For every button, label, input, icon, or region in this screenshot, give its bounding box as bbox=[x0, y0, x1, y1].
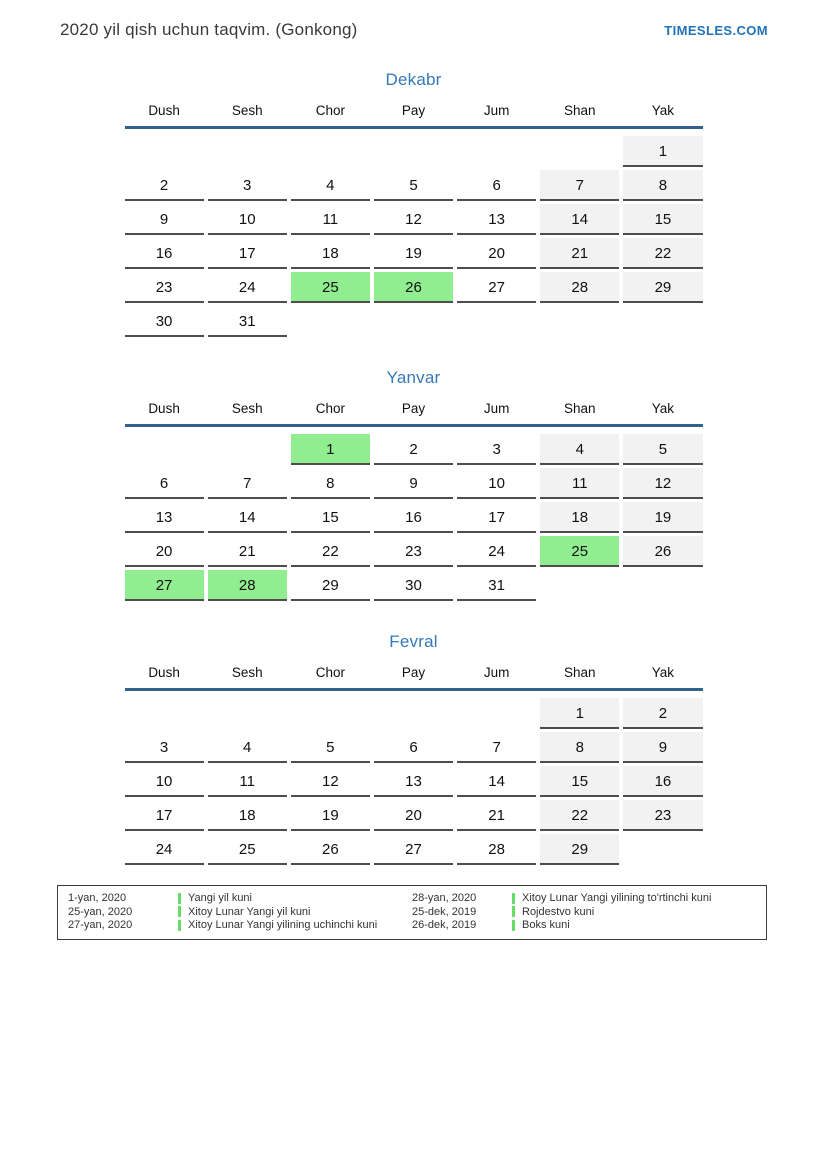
legend-label: Rojdestvo kuni bbox=[522, 905, 595, 918]
week-row bbox=[125, 536, 703, 570]
week-row bbox=[125, 434, 703, 468]
week-row bbox=[125, 570, 703, 604]
day-cell: 17 bbox=[457, 502, 536, 533]
day-cell: 9 bbox=[125, 204, 204, 235]
day-cell: 19 bbox=[291, 800, 370, 831]
weekday-header-row bbox=[125, 103, 703, 126]
day-cell: 30 bbox=[125, 306, 204, 337]
legend-entry bbox=[68, 906, 412, 919]
day-cell-empty bbox=[291, 698, 370, 729]
day-cell: 25 bbox=[540, 536, 619, 567]
day-cell: 3 bbox=[208, 170, 287, 201]
weekday-label: Jum bbox=[483, 665, 510, 680]
week-row bbox=[125, 238, 703, 272]
day-cell: 3 bbox=[457, 434, 536, 465]
week-row bbox=[125, 698, 703, 732]
week-row bbox=[125, 204, 703, 238]
day-cell: 8 bbox=[623, 170, 702, 201]
day-cell-empty bbox=[540, 570, 619, 601]
day-cell: 19 bbox=[623, 502, 702, 533]
day-cell: 6 bbox=[457, 170, 536, 201]
day-cell: 9 bbox=[623, 732, 702, 763]
day-cell: 21 bbox=[208, 536, 287, 567]
weekday-label: Pay bbox=[401, 665, 426, 680]
day-cell: 21 bbox=[540, 238, 619, 269]
day-cell-empty bbox=[540, 306, 619, 337]
weekday-label: Yak bbox=[651, 103, 675, 118]
day-cell: 11 bbox=[208, 766, 287, 797]
day-cell-empty bbox=[125, 434, 204, 465]
day-cell: 11 bbox=[291, 204, 370, 235]
day-cell: 14 bbox=[208, 502, 287, 533]
legend-entry bbox=[412, 906, 756, 919]
weekday-header-row bbox=[125, 665, 703, 688]
day-cell-empty bbox=[623, 306, 702, 337]
legend-date: 26-dek, 2019 bbox=[412, 919, 477, 931]
day-cell: 27 bbox=[457, 272, 536, 303]
day-cell-empty bbox=[623, 570, 702, 601]
day-cell: 20 bbox=[125, 536, 204, 567]
day-cell: 28 bbox=[457, 834, 536, 865]
day-cell: 25 bbox=[291, 272, 370, 303]
legend-holiday-bar bbox=[512, 893, 515, 904]
weekday-label: Shan bbox=[564, 103, 596, 118]
day-cell-empty bbox=[125, 698, 204, 729]
legend-label: Yangi yil kuni bbox=[188, 892, 252, 904]
weekday-label: Shan bbox=[564, 665, 596, 680]
weekday-label: Dush bbox=[148, 103, 180, 118]
legend-holiday-bar bbox=[178, 906, 181, 917]
day-cell: 25 bbox=[208, 834, 287, 865]
day-cell: 2 bbox=[125, 170, 204, 201]
legend-entry bbox=[412, 892, 756, 905]
day-cell-empty bbox=[208, 434, 287, 465]
legend-label: Xitoy Lunar Yangi yil kuni bbox=[188, 905, 311, 918]
day-cell: 3 bbox=[125, 732, 204, 763]
month-title: Yanvar bbox=[386, 368, 441, 387]
day-cell: 14 bbox=[540, 204, 619, 235]
day-cell: 4 bbox=[291, 170, 370, 201]
day-cell: 28 bbox=[208, 570, 287, 601]
legend-date: 1-yan, 2020 bbox=[68, 892, 127, 904]
site-link[interactable]: TIMESLES.COM bbox=[664, 22, 768, 38]
day-cell: 4 bbox=[540, 434, 619, 465]
day-cell: 17 bbox=[125, 800, 204, 831]
day-cell: 10 bbox=[125, 766, 204, 797]
day-cell: 18 bbox=[291, 238, 370, 269]
legend-holiday-bar bbox=[512, 920, 515, 931]
day-cell: 7 bbox=[540, 170, 619, 201]
legend-holiday-bar bbox=[178, 920, 181, 931]
day-cell: 13 bbox=[374, 766, 453, 797]
day-cell: 24 bbox=[208, 272, 287, 303]
day-cell: 6 bbox=[125, 468, 204, 499]
day-cell: 18 bbox=[540, 502, 619, 533]
weekday-label: Chor bbox=[315, 103, 345, 118]
day-cell: 27 bbox=[125, 570, 204, 601]
day-cell: 14 bbox=[457, 766, 536, 797]
month-dekabr bbox=[125, 70, 703, 340]
day-cell: 16 bbox=[125, 238, 204, 269]
legend-label: Xitoy Lunar Yangi yilining uchinchi kuni bbox=[188, 919, 378, 931]
day-cell-empty bbox=[125, 136, 204, 167]
week-row bbox=[125, 306, 703, 340]
legend-entry bbox=[68, 892, 412, 905]
week-row bbox=[125, 136, 703, 170]
day-cell: 2 bbox=[374, 434, 453, 465]
week-row bbox=[125, 732, 703, 766]
day-cell: 5 bbox=[291, 732, 370, 763]
day-cell: 15 bbox=[623, 204, 702, 235]
day-cell: 31 bbox=[457, 570, 536, 601]
day-cell: 30 bbox=[374, 570, 453, 601]
day-cell: 8 bbox=[540, 732, 619, 763]
day-cell: 16 bbox=[623, 766, 702, 797]
weekday-label: Pay bbox=[401, 103, 426, 118]
day-cell: 9 bbox=[374, 468, 453, 499]
day-cell: 22 bbox=[540, 800, 619, 831]
day-cell: 20 bbox=[457, 238, 536, 269]
day-cell-empty bbox=[208, 698, 287, 729]
weekday-label: Sesh bbox=[231, 401, 263, 416]
day-cell: 1 bbox=[623, 136, 702, 167]
week-row bbox=[125, 800, 703, 834]
day-cell: 26 bbox=[623, 536, 702, 567]
day-cell: 16 bbox=[374, 502, 453, 533]
day-cell: 12 bbox=[291, 766, 370, 797]
weekday-header-row bbox=[125, 401, 703, 424]
day-cell: 31 bbox=[208, 306, 287, 337]
day-cell: 1 bbox=[291, 434, 370, 465]
day-cell-empty bbox=[457, 698, 536, 729]
legend-date: 25-yan, 2020 bbox=[68, 905, 133, 918]
day-cell: 2 bbox=[623, 698, 702, 729]
day-cell-empty bbox=[457, 306, 536, 337]
legend-date: 25-dek, 2019 bbox=[412, 905, 477, 918]
legend-entry bbox=[68, 919, 412, 932]
legend-label: Boks kuni bbox=[522, 919, 570, 931]
day-cell: 23 bbox=[374, 536, 453, 567]
day-cell: 5 bbox=[374, 170, 453, 201]
day-cell-empty bbox=[374, 136, 453, 167]
weekday-label: Shan bbox=[564, 401, 596, 416]
calendar-months bbox=[125, 70, 703, 868]
week-row bbox=[125, 468, 703, 502]
day-cell: 12 bbox=[374, 204, 453, 235]
legend-column-right bbox=[412, 892, 756, 932]
day-cell: 22 bbox=[623, 238, 702, 269]
day-cell: 18 bbox=[208, 800, 287, 831]
month-header-line bbox=[125, 126, 703, 129]
month-yanvar bbox=[125, 368, 703, 604]
legend-holiday-bar bbox=[512, 906, 515, 917]
day-cell: 21 bbox=[457, 800, 536, 831]
day-cell: 20 bbox=[374, 800, 453, 831]
weekday-label: Yak bbox=[651, 665, 675, 680]
weekday-label: Pay bbox=[401, 401, 426, 416]
day-cell: 23 bbox=[125, 272, 204, 303]
day-cell: 13 bbox=[457, 204, 536, 235]
weekday-label: Jum bbox=[483, 401, 510, 416]
day-cell: 1 bbox=[540, 698, 619, 729]
day-cell: 15 bbox=[540, 766, 619, 797]
day-cell: 15 bbox=[291, 502, 370, 533]
weekday-label: Dush bbox=[148, 665, 180, 680]
day-cell: 19 bbox=[374, 238, 453, 269]
day-cell-empty bbox=[457, 136, 536, 167]
day-cell: 7 bbox=[208, 468, 287, 499]
day-cell-empty bbox=[374, 306, 453, 337]
day-cell: 26 bbox=[374, 272, 453, 303]
legend-column-left bbox=[68, 892, 412, 932]
day-cell: 23 bbox=[623, 800, 702, 831]
weekday-label: Sesh bbox=[231, 665, 263, 680]
day-cell: 22 bbox=[291, 536, 370, 567]
day-cell: 26 bbox=[291, 834, 370, 865]
day-cell: 4 bbox=[208, 732, 287, 763]
legend-label: Xitoy Lunar Yangi yilining to'rtinchi kuni bbox=[522, 892, 712, 904]
day-cell-empty bbox=[291, 136, 370, 167]
legend-date: 28-yan, 2020 bbox=[412, 892, 477, 904]
week-row bbox=[125, 766, 703, 800]
day-cell: 28 bbox=[540, 272, 619, 303]
day-cell-empty bbox=[374, 698, 453, 729]
page-title: 2020 yil qish uchun taqvim. (Gonkong) bbox=[60, 20, 358, 39]
month-title: Fevral bbox=[389, 632, 438, 651]
day-cell: 24 bbox=[457, 536, 536, 567]
month-title: Dekabr bbox=[385, 70, 442, 89]
day-cell: 11 bbox=[540, 468, 619, 499]
month-header-line bbox=[125, 424, 703, 427]
weekday-label: Jum bbox=[483, 103, 510, 118]
week-row bbox=[125, 502, 703, 536]
day-cell: 10 bbox=[457, 468, 536, 499]
weekday-label: Sesh bbox=[231, 103, 263, 118]
day-cell-empty bbox=[623, 834, 702, 865]
page-header bbox=[0, 0, 827, 40]
week-row bbox=[125, 834, 703, 868]
legend-date: 27-yan, 2020 bbox=[68, 919, 133, 931]
week-row bbox=[125, 170, 703, 204]
weekday-label: Dush bbox=[148, 401, 180, 416]
day-cell: 10 bbox=[208, 204, 287, 235]
weekday-label: Chor bbox=[315, 401, 345, 416]
day-cell: 29 bbox=[291, 570, 370, 601]
week-row bbox=[125, 272, 703, 306]
day-cell-empty bbox=[291, 306, 370, 337]
day-cell-empty bbox=[208, 136, 287, 167]
month-fevral bbox=[125, 632, 703, 868]
legend-entry bbox=[412, 919, 756, 932]
day-cell: 13 bbox=[125, 502, 204, 533]
day-cell: 8 bbox=[291, 468, 370, 499]
day-cell: 24 bbox=[125, 834, 204, 865]
weekday-label: Yak bbox=[651, 401, 675, 416]
day-cell: 7 bbox=[457, 732, 536, 763]
day-cell: 27 bbox=[374, 834, 453, 865]
day-cell: 6 bbox=[374, 732, 453, 763]
legend-holiday-bar bbox=[178, 893, 181, 904]
day-cell: 29 bbox=[540, 834, 619, 865]
day-cell: 29 bbox=[623, 272, 702, 303]
day-cell-empty bbox=[540, 136, 619, 167]
day-cell: 5 bbox=[623, 434, 702, 465]
day-cell: 17 bbox=[208, 238, 287, 269]
month-header-line bbox=[125, 688, 703, 691]
day-cell: 12 bbox=[623, 468, 702, 499]
holiday-legend bbox=[57, 885, 767, 940]
weekday-label: Chor bbox=[315, 665, 345, 680]
